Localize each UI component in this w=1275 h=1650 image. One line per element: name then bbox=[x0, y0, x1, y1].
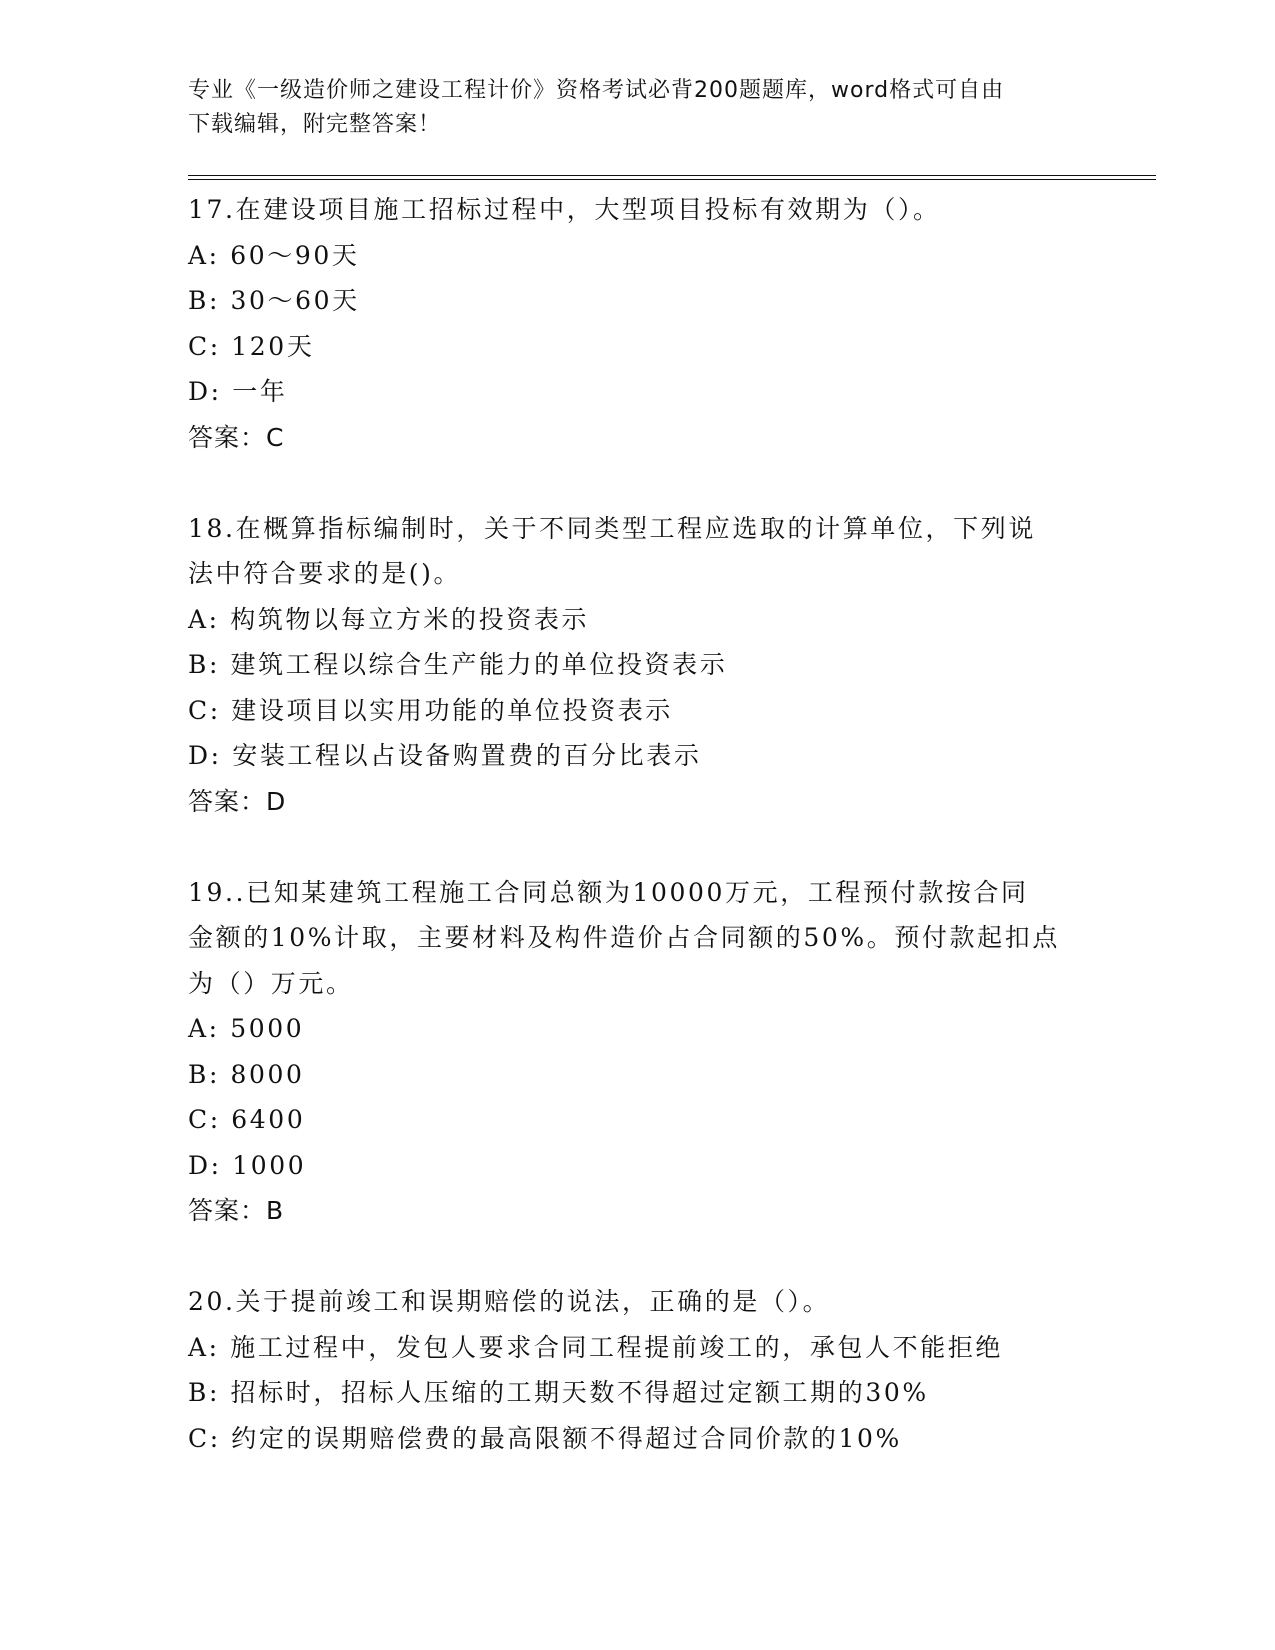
question-stem: 18.在概算指标编制时，关于不同类型工程应选取的计算单位，下列说 bbox=[188, 513, 1036, 543]
option-b: B: 招标时，招标人压缩的工期天数不得超过定额工期的30% bbox=[188, 1378, 929, 1407]
option-c: C: 约定的误期赔偿费的最高限额不得超过合同价款的10% bbox=[188, 1423, 902, 1453]
option-d: D: 1000 bbox=[188, 1150, 307, 1180]
header-line-1: 专业《一级造价师之建设工程计价》资格考试必背200题题库，word格式可自由 bbox=[188, 78, 1005, 103]
answer: 答案：D bbox=[188, 786, 287, 816]
document-header bbox=[188, 74, 1088, 142]
question-stem-cont: 法中符合要求的是()。 bbox=[188, 559, 462, 588]
question-17 bbox=[188, 187, 1088, 460]
question-stem: 17.在建设项目施工招标过程中，大型项目投标有效期为（）。 bbox=[188, 195, 941, 224]
question-list bbox=[188, 187, 1088, 1461]
option-b: B: 30～60天 bbox=[188, 286, 360, 315]
option-a: A: 施工过程中，发包人要求合同工程提前竣工的，承包人不能拒绝 bbox=[188, 1332, 1004, 1362]
question-20 bbox=[188, 1279, 1088, 1461]
option-a: A: 构筑物以每立方米的投资表示 bbox=[188, 604, 590, 634]
option-c: C: 建设项目以实用功能的单位投资表示 bbox=[188, 695, 673, 725]
answer: 答案：C bbox=[188, 422, 285, 452]
question-stem-cont: 金额的10%计取，主要材料及构件造价占合同额的50%。预付款起扣点 bbox=[188, 923, 1060, 952]
answer: 答案：B bbox=[188, 1196, 285, 1225]
option-b: B: 8000 bbox=[188, 1059, 305, 1089]
option-a: A: 5000 bbox=[188, 1014, 305, 1043]
question-stem-cont: 为（）万元。 bbox=[188, 968, 354, 998]
option-c: C: 120天 bbox=[188, 331, 315, 361]
question-19 bbox=[188, 870, 1088, 1234]
question-stem: 20.关于提前竣工和误期赔偿的说法，正确的是（）。 bbox=[188, 1287, 831, 1316]
header-line-2: 下载编辑，附完整答案！ bbox=[188, 112, 442, 137]
header-divider bbox=[188, 175, 1156, 180]
option-d: D: 一年 bbox=[188, 377, 288, 406]
option-c: C: 6400 bbox=[188, 1105, 306, 1134]
option-b: B: 建筑工程以综合生产能力的单位投资表示 bbox=[188, 650, 728, 679]
question-stem: 19..已知某建筑工程施工合同总额为10000万元，工程预付款按合同 bbox=[188, 877, 1029, 907]
option-a: A: 60～90天 bbox=[188, 240, 360, 270]
question-18 bbox=[188, 506, 1088, 825]
option-d: D: 安装工程以占设备购置费的百分比表示 bbox=[188, 741, 702, 770]
